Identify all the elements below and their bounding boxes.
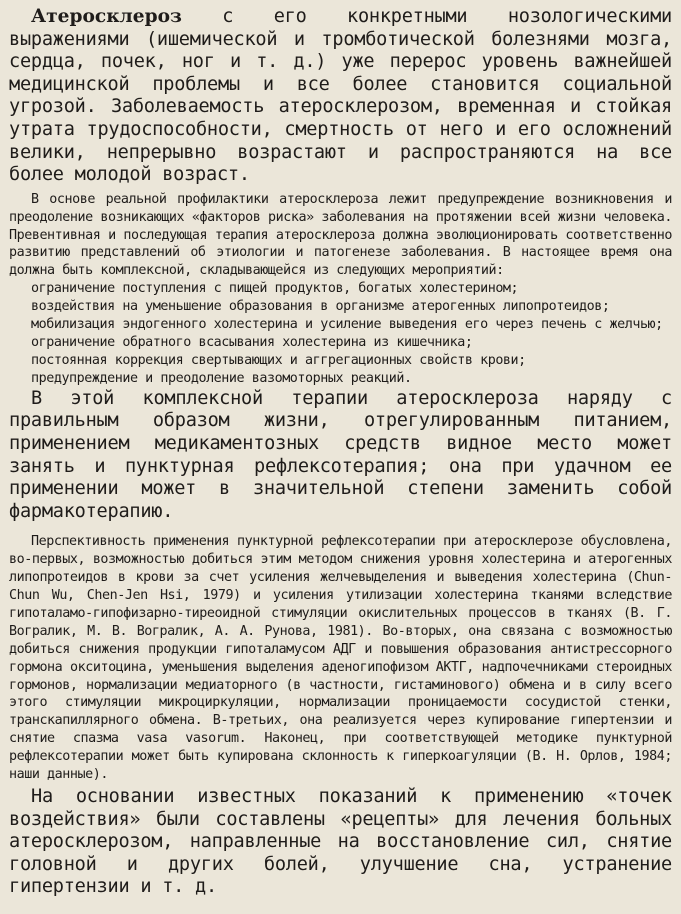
list-item: ограничение поступления с пищей продуктов, богатых холестерином; <box>31 281 519 297</box>
intro-paragraph-text: с его конкретными нозологическими выражениями (ишемической и тромботической болезнями мозга, сердца, почек, ног и т. д.) уже перерос уровень важнейшей медицинской проблемы и все более становится социальной угрозой. Заболеваемость атеросклерозом, временная и стойкая утрата трудоспособности, смертность от него и его осложнений велики, непрерывно возрастают и распространяются на все более молодой возраст. <box>9 6 672 186</box>
perspective-paragraph: Перспективность применения пунктурной рефлексотерапии при атеросклерозе обусловлена, во-первых, возможностью добиться этим методом снижения уровня холестерина и атерогенных липопротеидов в крови за счет усиления желчевыделения и выведения холестерина (Chun-Chun Wu, Chen-Jen Hsi, 1979) и усиления утилизации холестерина тканями вследствие гипоталамо-гипофизарно-тиреоидной стимуляции окислительных процессов в тканях (В. Г. Вогралик, М. В. Вогралик, А. А. Рунова, 1981). Во-вторых, она связана с возможностью добиться снижения продукции гипоталамусом АДГ и повышения образования антистрессорного гормона окситоцина, уменьшения выделения аденогипофизом АКТГ, надпочечниками стероидных гормонов, нормализации медиаторного (в частности, гистаминового) обмена и в силу всего этого стимуляции микроциркуляции, нормализации проницаемости сосудистой стенки, транскапиллярного обмена. В-третьих, она реализуется через купирование гипертензии и снятие спазма vasa vasorum. Наконец, при соответствующей методике пунктурной рефлексотерапии может быть купирована склонность к гиперкоагуляции (В. Н. Орлов, 1984; наши данные). <box>9 534 672 783</box>
list-item: постоянная коррекция свертывающих и аггрегационных свойств крови; <box>31 352 526 368</box>
term-atherosclerosis: Атеросклероз <box>31 6 182 27</box>
list-item: ограничение обратного всасывания холестерина из кишечника; <box>31 335 473 350</box>
measures-list <box>9 280 672 387</box>
list-item: предупреждение и преодоление вазомоторных реакций. <box>31 370 412 386</box>
therapy-paragraph: В этой комплексной терапии атеросклероза наряду с правильным образом жизни, отрегулированным питанием, применением медикаментозных средств видное место может занять и пунктурная рефлексотерапия; она при удачном ее применении может в значительной степени заменить собой фармакотерапию. <box>9 387 672 522</box>
intro-paragraph <box>9 6 672 187</box>
prevention-paragraph: В основе реальной профилактики атеросклероза лежит предупреждение возникновения и преодоление возникающих «факторов риска» заболевания на протяжении всей жизни человека. Превентивная и последующая терапия атеросклероза должна эволюционировать соответственно развитию представлений об этиологии и патогенезе заболевания. В настоящее время она должна быть комплексной, складывающейся из следующих мероприятий: <box>9 191 672 279</box>
list-item: мобилизация эндогенного холестерина и усиление выведения его через печень с желчью; <box>31 317 663 333</box>
recipes-paragraph: На основании известных показаний к применению «точек воздействия» были составлены «рецепты» для лечения больных атеросклерозом, направленные на восстановление сил, снятие головной и других болей, улучшение сна, устранение гипертензии и т. д. <box>9 785 672 898</box>
list-item: воздействия на уменьшение образования в организме атерогенных липопротеидов; <box>31 299 610 315</box>
